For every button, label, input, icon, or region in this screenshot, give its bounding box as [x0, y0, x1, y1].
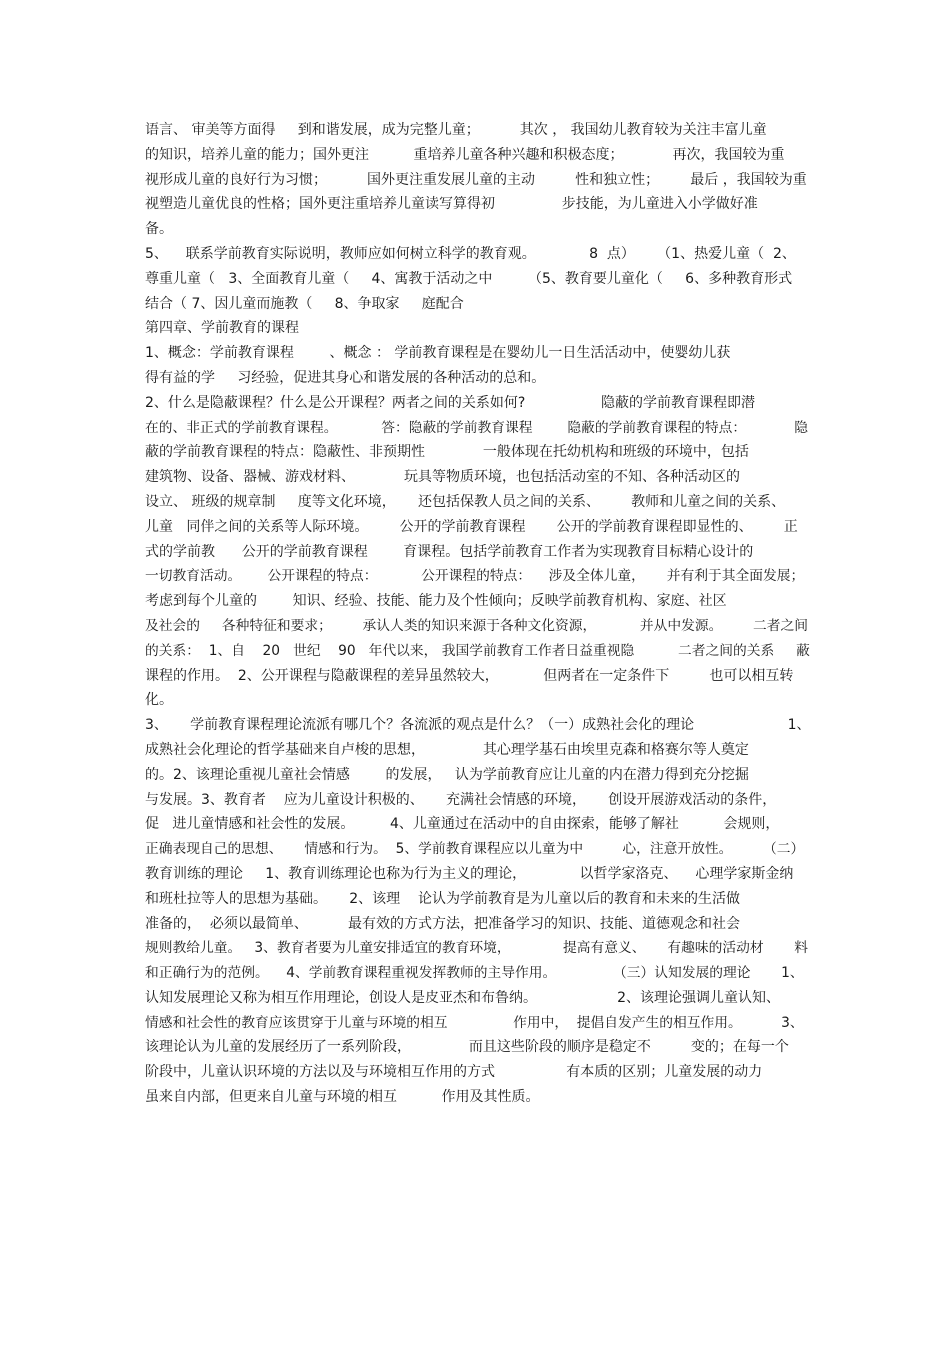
- text-line: 2、什么是隐蔽课程？什么是公开课程？两者之间的关系如何? 隐蔽的学前教育课程即潜: [145, 394, 755, 411]
- text-line: 儿童 同伴之间的关系等人际环境。 公开的学前教育课程 公开的学前教育课程即显性的、 正: [145, 518, 798, 535]
- text-line: 的知识，培养儿童的能力；国外更注 重培养儿童各种兴趣和积极态度； 再次，我国较为重: [145, 146, 785, 163]
- text-line: 一切教育活动。 公开课程的特点： 公开课程的特点： 涉及全体儿童， 并有利于其全面发展；: [145, 568, 805, 585]
- text-line: 备。: [145, 221, 173, 238]
- text-line: 得有益的学 习经验，促进其身心和谐发展的各种活动的总和。: [145, 369, 546, 386]
- text-line: 虽来自内部，但更来自儿童与环境的相互 作用及其性质。: [145, 1089, 540, 1106]
- text-line: 蔽的学前教育课程的特点：隐蔽性、非预期性 一般体现在托幼机构和班级的环境中，包括: [145, 444, 749, 461]
- text-line: 准备的， 必须以最简单、 最有效的方式方法，把准备学习的知识、技能、道德观念和社会: [145, 915, 740, 932]
- text-line: 成熟社会化理论的哲学基础来自卢梭的思想， 其心理学基石由埃里克森和格赛尔等人奠定: [145, 741, 749, 758]
- text-line: 尊重儿童（ 3、全面教育儿童（ 4、寓教于活动之中 （5、教育要儿童化（ 6、多种教育形式: [145, 270, 793, 287]
- text-line: 化。: [145, 692, 173, 709]
- text-line: 该理论认为儿童的发展经历了一系列阶段， 而且这些阶段的顺序是稳定不 变的；在每一个: [145, 1039, 789, 1056]
- text-line: 与发展。3、教育者 应为儿童设计积极的、 充满社会情感的环境， 创设开展游戏活动的条件，: [145, 791, 777, 808]
- text-line: 情感和社会性的教育应该贯穿于儿童与环境的相互 作用中， 提倡自发产生的相互作用。 3、: [145, 1014, 804, 1031]
- text-line: 考虑到每个儿童的 知识、经验、技能、能力及个性倾向；反映学前教育机构、家庭、社区: [145, 593, 727, 610]
- text-line: 视塑造儿童优良的性格；国外更注重培养儿童读写算得初 步技能，为儿童进入小学做好准: [145, 196, 758, 213]
- text-line: 正确表现自己的思想、 情感和行为。 5、学前教育课程应以儿童为中 心，注意开放性。 （二）: [145, 841, 805, 858]
- text-line: 3、 学前教育课程理论流派有哪几个？各流派的观点是什么？（一）成熟社会化的理论 1、: [145, 717, 811, 734]
- text-line: 的。2、该理论重视儿童社会情感 的发展， 认为学前教育应让儿童的内在潜力得到充分挖掘: [145, 766, 749, 783]
- text-line: 在的、非正式的学前教育课程。 答：隐蔽的学前教育课程 隐蔽的学前教育课程的特点： 隐: [145, 419, 809, 436]
- text-line: 视形成儿童的良好行为习惯； 国外更注重发展儿童的主动 性和独立性； 最后 ，我国较为重: [145, 171, 807, 188]
- text-line: 课程的作用。 2、公开课程与隐蔽课程的差异虽然较大， 但两者在一定条件下 也可以相互转: [145, 667, 794, 684]
- text-line: 的关系： 1、自 20 世纪 90 年代以来， 我国学前教育工作者日益重视隐 二者之间的关系 蔽: [145, 642, 810, 659]
- text-line: 阶段中，儿童认识环境的方法以及与环境相互作用的方式 有本质的区别；儿童发展的动力: [145, 1064, 763, 1081]
- text-line: 促 进儿童情感和社会性的发展。 4、儿童通过在活动中的自由探索，能够了解社 会规则，: [145, 816, 780, 833]
- text-line: 设立、 班级的规章制 度等文化环境， 还包括保教人员之间的关系、 教师和儿童之间的关系、: [145, 493, 786, 510]
- text-line: 1、概念：学前教育课程 、概念 ： 学前教育课程是在婴幼儿一日生活活动中，使婴幼儿获: [145, 345, 731, 362]
- text-line: 式的学前教 公开的学前教育课程 育课程。包括学前教育工作者为实现教育目标精心设计的: [145, 543, 754, 560]
- text-line: 和正确行为的范例。 4、学前教育课程重视发挥教师的主导作用。 （三）认知发展的理论 1、: [145, 965, 804, 982]
- text-line: 规则教给儿童。 3、教育者要为儿童安排适宜的教育环境， 提高有意义、 有趣味的活动材 料: [145, 940, 809, 957]
- document-body: [145, 118, 815, 1110]
- text-line: 语言、 审美等方面得 到和谐发展，成为完整儿童； 其次 ， 我国幼儿教育较为关注丰富儿童: [145, 122, 767, 138]
- text-line: 和班杜拉等人的思想为基础。 2、该理 论认为学前教育是为儿童以后的教育和未来的生活做: [145, 890, 740, 907]
- text-line: 及社会的 各种特征和要求； 承认人类的知识来源于各种文化资源， 并从中发源。 二者之间: [145, 617, 809, 634]
- text-line: 结合（ 7、因儿童而施教（ 8、争取家 庭配合: [145, 295, 464, 312]
- text-line: 认知发展理论又称为相互作用理论，创设人是皮亚杰和布鲁纳。 2、该理论强调儿童认知、: [145, 989, 781, 1006]
- text-line: 第四章、学前教育的课程: [145, 320, 299, 337]
- text-line: 教育训练的理论 1、教育训练理论也称为行为主义的理论， 以哲学家洛克、 心理学家斯金纳: [145, 865, 794, 882]
- text-line: 5、 联系学前教育实际说明，教师应如何树立科学的教育观。 8 点） （1、热爱儿童（ 2、: [145, 245, 796, 262]
- text-line: 建筑物、设备、器械、游戏材料、 玩具等物质环境，也包括活动室的不知、各种活动区的: [145, 469, 740, 486]
